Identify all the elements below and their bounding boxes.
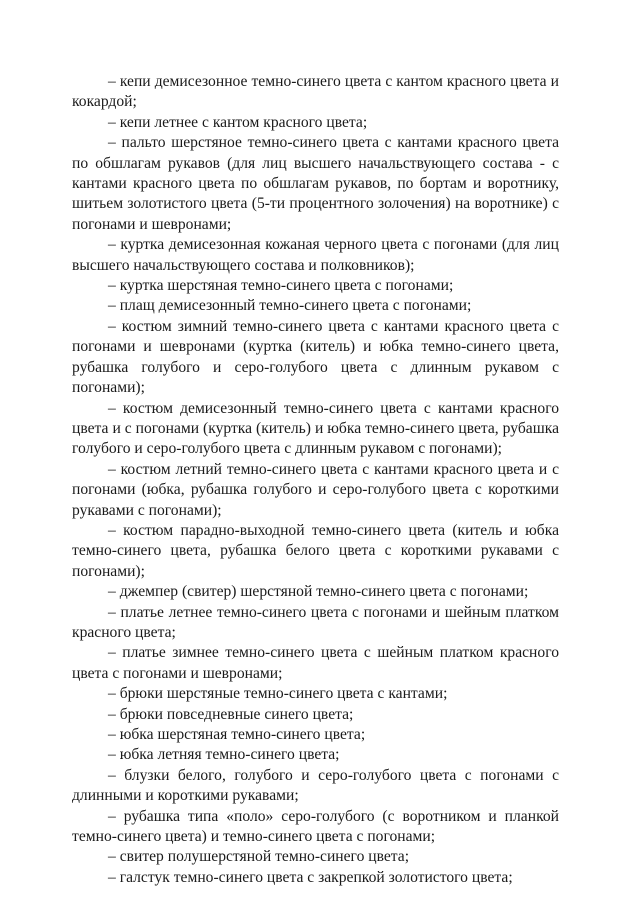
document-page <box>72 72 559 888</box>
list-item: – плащ демисезонный темно-синего цвета с погонами; <box>108 297 472 315</box>
list-item: – пальто шерстяное темно-синего цвета с кантами красного цвета по обшлагам рукавов (для лиц высшего начальствующего состава - с кантами красного цвета по обшлагам рукавов, по бортам и воротнику, шитьем золотистого цвета (5-ти процентного золочения) на воротнике) с погонами и шевронами; <box>72 134 559 233</box>
list-item: – костюм парадно-выходной темно-синего цвета (китель и юбка темно-синего цвета, рубашка белого цвета с короткими рукавами с погонами); <box>72 521 559 580</box>
list-item: – джемпер (свитер) шерстяной темно-синего цвета с погонами; <box>108 583 529 601</box>
list-item: – юбка летняя темно-синего цвета; <box>108 746 340 764</box>
list-item: – рубашка типа «поло» серо-голубого (с воротником и планкой темно-синего цвета) и темно-синего цвета с погонами; <box>72 807 559 846</box>
list-item: – брюки шерстяные темно-синего цвета с кантами; <box>108 685 448 703</box>
list-item: – костюм демисезонный темно-синего цвета с кантами красного цвета и с погонами (куртка (китель) и юбка темно-синего цвета, рубашка голубого и серо-голубого цвета с длинным рукавом с погонами); <box>72 399 559 458</box>
list-item: – брюки повседневные синего цвета; <box>108 705 354 723</box>
list-item: – костюм зимний темно-синего цвета с кантами красного цвета с погонами и шевронами (куртка (китель) и юбка темно-синего цвета, рубашка голубого и серо-голубого цвета с длинным рукавом с погонами); <box>72 317 559 397</box>
list-item: – кепи летнее с кантом красного цвета; <box>108 113 368 131</box>
list-item: – куртка демисезонная кожаная черного цвета с погонами (для лиц высшего начальствующего состава и полковников); <box>72 236 559 274</box>
list-item: – юбка шерстяная темно-синего цвета; <box>108 726 366 743</box>
list-item: – галстук темно-синего цвета с закрепкой золотистого цвета; <box>108 868 513 886</box>
list-item: – куртка шерстяная темно-синего цвета с погонами; <box>108 277 454 295</box>
list-item: – платье летнее темно-синего цвета с погонами и шейным платком красного цвета; <box>72 603 559 641</box>
list-item: – костюм летний темно-синего цвета с кантами красного цвета и с погонами (юбка, рубашка голубого и серо-голубого цвета с короткими рукавами с погонами); <box>72 460 559 519</box>
list-item: – кепи демисезонное темно-синего цвета с кантом красного цвета и кокардой; <box>72 73 559 111</box>
list-item: – платье зимнее темно-синего цвета с шейным платком красного цвета с погонами и шевронами; <box>72 644 559 682</box>
list-item: – свитер полушерстяной темно-синего цвета; <box>108 848 410 866</box>
list-item: – блузки белого, голубого и серо-голубого цвета с погонами с длинными и короткими рукавами; <box>72 766 559 805</box>
